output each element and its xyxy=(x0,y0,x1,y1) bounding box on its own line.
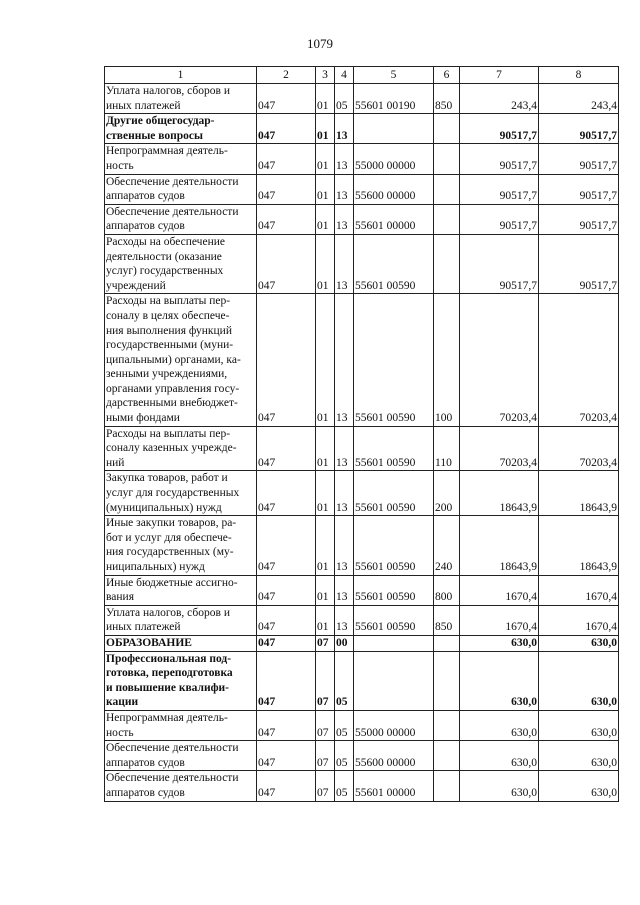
name-line: ния государственных (му- xyxy=(106,546,234,559)
cell-section: 01 xyxy=(316,114,335,144)
cell-amount-8: 90517,7 xyxy=(539,204,619,234)
cell-section: 07 xyxy=(316,771,335,801)
cell-subsection: 05 xyxy=(335,741,354,771)
cell-target-article xyxy=(354,635,434,651)
name-line: услуг) государственных xyxy=(106,265,224,278)
name-line: Другие общегосудар- xyxy=(106,115,215,128)
cell-admin-code: 047 xyxy=(257,294,316,426)
cell-target-article xyxy=(354,114,434,144)
name-line: Обеспечение деятельности xyxy=(106,205,239,218)
header-col-6: 6 xyxy=(434,67,460,84)
name-line: ципальными) органами, ка- xyxy=(106,353,241,366)
cell-subsection: 05 xyxy=(335,651,354,710)
cell-subsection: 13 xyxy=(335,234,354,293)
name-line: готовка, переподготовка xyxy=(106,667,233,680)
cell-admin-code: 047 xyxy=(257,204,316,234)
name-line: аппаратов судов xyxy=(106,786,185,799)
header-row xyxy=(105,67,619,84)
cell-amount-7: 70203,4 xyxy=(460,426,539,471)
cell-amount-7: 630,0 xyxy=(460,651,539,710)
name-line: аппаратов судов xyxy=(106,220,185,233)
cell-target-article: 55601 00590 xyxy=(354,234,434,293)
table-row xyxy=(105,144,619,174)
cell-admin-code: 047 xyxy=(257,471,316,516)
cell-admin-code: 047 xyxy=(257,741,316,771)
cell-subsection: 00 xyxy=(335,635,354,651)
header-col-2: 2 xyxy=(257,67,316,84)
cell-subsection: 13 xyxy=(335,516,354,575)
cell-subsection: 13 xyxy=(335,144,354,174)
name-line: иных платежей xyxy=(106,99,181,112)
cell-target-article: 55601 00590 xyxy=(354,471,434,516)
cell-section: 07 xyxy=(316,635,335,651)
cell-admin-code: 047 xyxy=(257,144,316,174)
name-line: деятельности (оказание xyxy=(106,250,222,263)
name-line: Уплата налогов, сборов и xyxy=(106,606,230,619)
cell-amount-8: 90517,7 xyxy=(539,234,619,293)
name-line: вания xyxy=(106,591,134,604)
cell-expense-type: 240 xyxy=(434,516,460,575)
cell-name xyxy=(105,294,257,426)
cell-name xyxy=(105,605,257,635)
cell-amount-7: 70203,4 xyxy=(460,294,539,426)
table-row xyxy=(105,771,619,801)
table-row xyxy=(105,710,619,740)
cell-amount-7: 630,0 xyxy=(460,710,539,740)
cell-target-article: 55000 00000 xyxy=(354,710,434,740)
cell-amount-8: 1670,4 xyxy=(539,575,619,605)
cell-expense-type xyxy=(434,144,460,174)
cell-section: 01 xyxy=(316,426,335,471)
name-line: соналу казенных учрежде- xyxy=(106,442,237,455)
cell-admin-code: 047 xyxy=(257,771,316,801)
name-line: аппаратов судов xyxy=(106,190,185,203)
name-line: иных платежей xyxy=(106,621,181,634)
table-row xyxy=(105,651,619,710)
header-col-7: 7 xyxy=(460,67,539,84)
cell-section: 01 xyxy=(316,144,335,174)
cell-target-article: 55601 00590 xyxy=(354,605,434,635)
cell-admin-code: 047 xyxy=(257,516,316,575)
cell-section: 01 xyxy=(316,471,335,516)
cell-name xyxy=(105,84,257,114)
name-line: государственными (муни- xyxy=(106,339,234,352)
cell-subsection: 13 xyxy=(335,294,354,426)
cell-amount-7: 18643,9 xyxy=(460,516,539,575)
cell-expense-type xyxy=(434,114,460,144)
cell-target-article: 55601 00000 xyxy=(354,204,434,234)
cell-amount-7: 630,0 xyxy=(460,771,539,801)
cell-name xyxy=(105,426,257,471)
table-header xyxy=(105,67,619,84)
cell-amount-7: 1670,4 xyxy=(460,605,539,635)
header-col-3: 3 xyxy=(316,67,335,84)
cell-subsection: 05 xyxy=(335,84,354,114)
cell-amount-7: 630,0 xyxy=(460,635,539,651)
cell-expense-type xyxy=(434,710,460,740)
cell-subsection: 05 xyxy=(335,710,354,740)
cell-expense-type xyxy=(434,651,460,710)
name-line: ния выполнения функций xyxy=(106,324,232,337)
name-line: зенными учреждениями, xyxy=(106,368,228,381)
cell-name xyxy=(105,771,257,801)
name-line: Обеспечение деятельности xyxy=(106,742,239,755)
cell-amount-8: 18643,9 xyxy=(539,516,619,575)
cell-amount-7: 90517,7 xyxy=(460,234,539,293)
cell-subsection: 13 xyxy=(335,114,354,144)
cell-admin-code: 047 xyxy=(257,651,316,710)
name-line: ными фондами xyxy=(106,412,180,425)
table-row xyxy=(105,575,619,605)
cell-admin-code: 047 xyxy=(257,426,316,471)
name-line: ность xyxy=(106,726,134,739)
cell-amount-7: 90517,7 xyxy=(460,114,539,144)
name-line: (муниципальных) нужд xyxy=(106,501,222,514)
cell-name xyxy=(105,144,257,174)
cell-amount-8: 18643,9 xyxy=(539,471,619,516)
header-col-8: 8 xyxy=(539,67,619,84)
cell-expense-type xyxy=(434,771,460,801)
cell-amount-8: 630,0 xyxy=(539,771,619,801)
name-line: и повышение квалифи- xyxy=(106,681,230,694)
cell-amount-7: 1670,4 xyxy=(460,575,539,605)
cell-amount-8: 90517,7 xyxy=(539,114,619,144)
cell-subsection: 13 xyxy=(335,426,354,471)
cell-amount-7: 90517,7 xyxy=(460,204,539,234)
cell-subsection: 05 xyxy=(335,771,354,801)
cell-section: 01 xyxy=(316,84,335,114)
table-row xyxy=(105,234,619,293)
cell-section: 01 xyxy=(316,204,335,234)
name-line: кации xyxy=(106,696,139,709)
cell-target-article: 55601 00590 xyxy=(354,294,434,426)
name-line: аппаратов судов xyxy=(106,756,185,769)
cell-target-article: 55600 00000 xyxy=(354,174,434,204)
cell-amount-8: 90517,7 xyxy=(539,144,619,174)
cell-target-article: 55601 00590 xyxy=(354,575,434,605)
header-col-4: 4 xyxy=(335,67,354,84)
cell-amount-8: 630,0 xyxy=(539,651,619,710)
cell-amount-8: 630,0 xyxy=(539,710,619,740)
cell-target-article: 55600 00000 xyxy=(354,741,434,771)
cell-expense-type: 800 xyxy=(434,575,460,605)
name-line: соналу в целях обеспече- xyxy=(106,309,230,322)
cell-name xyxy=(105,741,257,771)
cell-subsection: 13 xyxy=(335,605,354,635)
cell-name xyxy=(105,471,257,516)
cell-target-article xyxy=(354,651,434,710)
table-row xyxy=(105,174,619,204)
cell-amount-8: 1670,4 xyxy=(539,605,619,635)
cell-subsection: 13 xyxy=(335,471,354,516)
cell-amount-8: 90517,7 xyxy=(539,174,619,204)
table-row xyxy=(105,635,619,651)
name-line: Непрограммная деятель- xyxy=(106,711,228,724)
name-line: Расходы на выплаты пер- xyxy=(106,295,231,308)
cell-section: 07 xyxy=(316,710,335,740)
name-line: Иные бюджетные ассигно- xyxy=(106,576,238,589)
cell-section: 01 xyxy=(316,605,335,635)
cell-expense-type xyxy=(434,204,460,234)
cell-amount-8: 70203,4 xyxy=(539,426,619,471)
cell-expense-type: 850 xyxy=(434,605,460,635)
cell-subsection: 13 xyxy=(335,174,354,204)
cell-name xyxy=(105,234,257,293)
table-row xyxy=(105,294,619,426)
cell-name xyxy=(105,651,257,710)
cell-name xyxy=(105,575,257,605)
cell-expense-type xyxy=(434,234,460,293)
table-row xyxy=(105,84,619,114)
table-row xyxy=(105,204,619,234)
cell-section: 07 xyxy=(316,651,335,710)
cell-section: 07 xyxy=(316,741,335,771)
cell-section: 01 xyxy=(316,234,335,293)
cell-amount-7: 90517,7 xyxy=(460,144,539,174)
cell-expense-type xyxy=(434,741,460,771)
name-line: услуг для государственных xyxy=(106,487,240,500)
cell-subsection: 13 xyxy=(335,204,354,234)
cell-target-article: 55601 00590 xyxy=(354,426,434,471)
cell-section: 01 xyxy=(316,174,335,204)
cell-admin-code: 047 xyxy=(257,605,316,635)
name-line: Закупка товаров, работ и xyxy=(106,472,228,485)
cell-expense-type xyxy=(434,174,460,204)
name-line: Обеспечение деятельности xyxy=(106,772,239,785)
name-line: Обеспечение деятельности xyxy=(106,175,239,188)
cell-target-article: 55601 00190 xyxy=(354,84,434,114)
cell-name xyxy=(105,516,257,575)
cell-admin-code: 047 xyxy=(257,234,316,293)
name-line: Иные закупки товаров, ра- xyxy=(106,517,237,530)
page-number: 1079 xyxy=(307,36,333,51)
cell-admin-code: 047 xyxy=(257,575,316,605)
cell-section: 01 xyxy=(316,516,335,575)
cell-admin-code: 047 xyxy=(257,635,316,651)
cell-amount-8: 630,0 xyxy=(539,741,619,771)
name-line: ниципальных) нужд xyxy=(106,561,205,573)
cell-amount-8: 243,4 xyxy=(539,84,619,114)
table-row xyxy=(105,426,619,471)
cell-name xyxy=(105,174,257,204)
cell-name xyxy=(105,710,257,740)
cell-amount-7: 243,4 xyxy=(460,84,539,114)
cell-section: 01 xyxy=(316,575,335,605)
name-line: Расходы на обеспечение xyxy=(106,235,225,248)
cell-expense-type xyxy=(434,635,460,651)
header-col-1: 1 xyxy=(105,67,257,84)
cell-amount-7: 630,0 xyxy=(460,741,539,771)
name-line: бот и услуг для обеспече- xyxy=(106,531,232,544)
header-col-5: 5 xyxy=(354,67,434,84)
cell-admin-code: 047 xyxy=(257,174,316,204)
cell-admin-code: 047 xyxy=(257,114,316,144)
cell-amount-8: 70203,4 xyxy=(539,294,619,426)
name-line: дарственными внебюджет- xyxy=(106,397,238,410)
budget-table xyxy=(104,66,619,802)
cell-name xyxy=(105,204,257,234)
cell-expense-type: 850 xyxy=(434,84,460,114)
cell-section: 01 xyxy=(316,294,335,426)
cell-expense-type: 100 xyxy=(434,294,460,426)
name-line: ний xyxy=(106,456,125,469)
cell-subsection: 13 xyxy=(335,575,354,605)
name-line: Профессиональная под- xyxy=(106,652,232,665)
cell-admin-code: 047 xyxy=(257,710,316,740)
name-line: органами управления госу- xyxy=(106,382,240,395)
cell-target-article: 55601 00000 xyxy=(354,771,434,801)
name-line: учреждений xyxy=(106,279,166,292)
table-body xyxy=(105,84,619,802)
cell-amount-8: 630,0 xyxy=(539,635,619,651)
name-line: Расходы на выплаты пер- xyxy=(106,427,231,440)
name-line: ОБРАЗОВАНИЕ xyxy=(106,636,192,649)
cell-amount-7: 18643,9 xyxy=(460,471,539,516)
cell-expense-type: 110 xyxy=(434,426,460,471)
table-row xyxy=(105,114,619,144)
cell-name xyxy=(105,114,257,144)
table-row xyxy=(105,741,619,771)
cell-admin-code: 047 xyxy=(257,84,316,114)
cell-amount-7: 90517,7 xyxy=(460,174,539,204)
cell-target-article: 55601 00590 xyxy=(354,516,434,575)
name-line: ственные вопросы xyxy=(106,129,204,142)
table-row xyxy=(105,516,619,575)
cell-name xyxy=(105,635,257,651)
name-line: ность xyxy=(106,159,134,172)
table-row xyxy=(105,605,619,635)
name-line: Уплата налогов, сборов и xyxy=(106,85,230,97)
table-row xyxy=(105,471,619,516)
name-line: Непрограммная деятель- xyxy=(106,145,228,158)
cell-target-article: 55000 00000 xyxy=(354,144,434,174)
cell-expense-type: 200 xyxy=(434,471,460,516)
